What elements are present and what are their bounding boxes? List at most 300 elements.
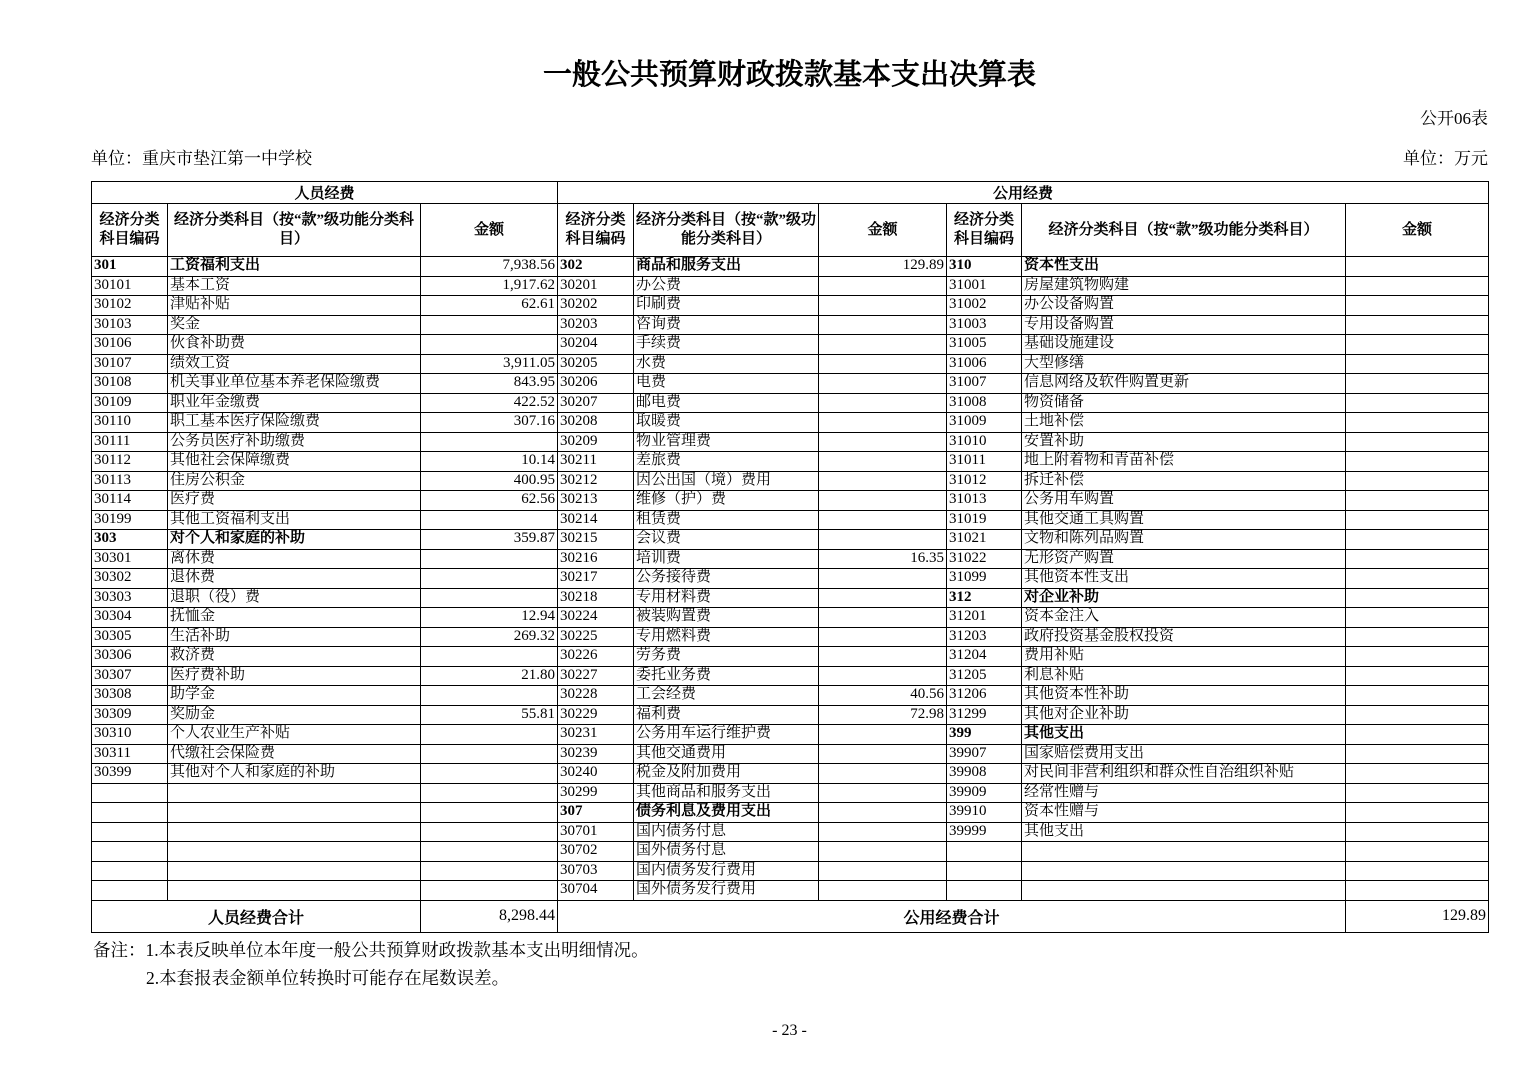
table-row xyxy=(92,296,1489,316)
code-cell: 31201 xyxy=(947,608,1022,628)
code-cell: 31008 xyxy=(947,393,1022,413)
code-cell: 301 xyxy=(92,257,168,277)
amount-cell xyxy=(1346,744,1489,764)
amount-cell xyxy=(819,510,947,530)
amount-cell xyxy=(421,549,558,569)
unit-name-label: 单位：重庆市垫江第一中学校 xyxy=(91,149,312,168)
amount-cell: 72.98 xyxy=(819,705,947,725)
amount-cell xyxy=(1346,335,1489,355)
amount-cell xyxy=(819,432,947,452)
subject-cell: 代缴社会保险费 xyxy=(168,744,421,764)
code-cell: 30308 xyxy=(92,686,168,706)
group-header-personnel: 人员经费 xyxy=(92,182,558,204)
code-cell: 30229 xyxy=(558,705,634,725)
amount-cell xyxy=(1346,588,1489,608)
subject-cell: 对民间非营利组织和群众性自治组织补贴 xyxy=(1022,764,1346,784)
subject-cell: 专用燃料费 xyxy=(634,627,819,647)
subject-cell: 安置补助 xyxy=(1022,432,1346,452)
amount-cell xyxy=(421,803,558,823)
subject-cell: 取暖费 xyxy=(634,413,819,433)
code-cell: 31010 xyxy=(947,432,1022,452)
subject-cell: 水费 xyxy=(634,354,819,374)
code-cell: 30212 xyxy=(558,471,634,491)
amount-cell xyxy=(1346,296,1489,316)
code-cell: 39999 xyxy=(947,822,1022,842)
code-cell: 39909 xyxy=(947,783,1022,803)
code-cell xyxy=(947,881,1022,901)
code-cell: 30112 xyxy=(92,452,168,472)
subject-cell: 土地补偿 xyxy=(1022,413,1346,433)
code-cell: 30208 xyxy=(558,413,634,433)
subject-cell: 公务接待费 xyxy=(634,569,819,589)
table-row xyxy=(92,803,1489,823)
code-cell: 30301 xyxy=(92,549,168,569)
subject-cell: 对企业补助 xyxy=(1022,588,1346,608)
subject-cell: 生活补助 xyxy=(168,627,421,647)
code-cell: 30106 xyxy=(92,335,168,355)
subject-cell: 印刷费 xyxy=(634,296,819,316)
code-cell: 30310 xyxy=(92,725,168,745)
code-cell: 303 xyxy=(92,530,168,550)
code-cell: 30704 xyxy=(558,881,634,901)
table-row xyxy=(92,764,1489,784)
code-cell: 31099 xyxy=(947,569,1022,589)
amount-cell: 55.81 xyxy=(421,705,558,725)
subject-cell: 物业管理费 xyxy=(634,432,819,452)
code-cell: 30311 xyxy=(92,744,168,764)
table-row xyxy=(92,315,1489,335)
subject-cell: 委托业务费 xyxy=(634,666,819,686)
subject-cell: 公务用车运行维护费 xyxy=(634,725,819,745)
code-cell: 31006 xyxy=(947,354,1022,374)
table-row xyxy=(92,257,1489,277)
amount-cell: 62.61 xyxy=(421,296,558,316)
subject-cell: 退休费 xyxy=(168,569,421,589)
amount-cell: 307.16 xyxy=(421,413,558,433)
code-cell: 30227 xyxy=(558,666,634,686)
table-row xyxy=(92,881,1489,901)
amount-cell xyxy=(421,510,558,530)
code-cell: 31206 xyxy=(947,686,1022,706)
code-cell xyxy=(92,803,168,823)
subject-cell: 住房公积金 xyxy=(168,471,421,491)
code-cell: 30305 xyxy=(92,627,168,647)
public-total-label: 公用经费合计 xyxy=(558,900,1346,932)
amount-cell xyxy=(819,471,947,491)
amount-cell xyxy=(1346,569,1489,589)
subject-cell: 资本性赠与 xyxy=(1022,803,1346,823)
amount-cell xyxy=(421,432,558,452)
amount-cell xyxy=(819,744,947,764)
amount-cell xyxy=(1346,432,1489,452)
table-row xyxy=(92,354,1489,374)
amount-cell: 400.95 xyxy=(421,471,558,491)
subject-cell: 工资福利支出 xyxy=(168,257,421,277)
subject-cell: 费用补贴 xyxy=(1022,647,1346,667)
table-row xyxy=(92,276,1489,296)
subject-cell xyxy=(168,881,421,901)
code-cell: 30307 xyxy=(92,666,168,686)
table-row xyxy=(92,842,1489,862)
subject-cell: 其他对个人和家庭的补助 xyxy=(168,764,421,784)
code-cell: 30213 xyxy=(558,491,634,511)
amount-cell xyxy=(421,783,558,803)
code-cell: 30110 xyxy=(92,413,168,433)
amount-cell xyxy=(421,764,558,784)
subject-cell: 资本性支出 xyxy=(1022,257,1346,277)
subject-cell: 机关事业单位基本养老保险缴费 xyxy=(168,374,421,394)
amount-cell xyxy=(819,842,947,862)
code-cell: 30206 xyxy=(558,374,634,394)
code-cell: 31205 xyxy=(947,666,1022,686)
subject-cell: 奖金 xyxy=(168,315,421,335)
amount-cell xyxy=(819,569,947,589)
amount-cell: 40.56 xyxy=(819,686,947,706)
code-cell: 30209 xyxy=(558,432,634,452)
code-cell: 312 xyxy=(947,588,1022,608)
note-text-2: 2.本套报表金额单位转换时可能存在尾数误差。 xyxy=(146,968,510,988)
code-cell: 30113 xyxy=(92,471,168,491)
amount-cell xyxy=(1346,549,1489,569)
page-number: - 23 - xyxy=(772,1022,807,1039)
code-cell: 310 xyxy=(947,257,1022,277)
amount-cell xyxy=(1346,608,1489,628)
subject-cell: 拆迁补偿 xyxy=(1022,471,1346,491)
code-cell: 31003 xyxy=(947,315,1022,335)
code-cell: 30111 xyxy=(92,432,168,452)
subject-cell: 国内债务发行费用 xyxy=(634,861,819,881)
table-row xyxy=(92,744,1489,764)
subject-cell: 资本金注入 xyxy=(1022,608,1346,628)
subject-cell xyxy=(168,783,421,803)
subject-cell: 其他支出 xyxy=(1022,822,1346,842)
subject-cell: 国外债务付息 xyxy=(634,842,819,862)
amount-cell: 422.52 xyxy=(421,393,558,413)
amount-cell xyxy=(819,647,947,667)
code-cell: 30216 xyxy=(558,549,634,569)
code-cell: 31001 xyxy=(947,276,1022,296)
amount-cell: 269.32 xyxy=(421,627,558,647)
subject-cell: 国内债务付息 xyxy=(634,822,819,842)
code-cell: 399 xyxy=(947,725,1022,745)
note-line-1 xyxy=(93,936,649,964)
code-cell: 31204 xyxy=(947,647,1022,667)
amount-cell xyxy=(1346,861,1489,881)
amount-cell: 10.14 xyxy=(421,452,558,472)
code-cell xyxy=(92,842,168,862)
amount-cell: 359.87 xyxy=(421,530,558,550)
code-cell: 30199 xyxy=(92,510,168,530)
code-cell: 30240 xyxy=(558,764,634,784)
amount-cell xyxy=(421,647,558,667)
table-row xyxy=(92,666,1489,686)
subject-cell: 救济费 xyxy=(168,647,421,667)
subject-cell: 其他资本性支出 xyxy=(1022,569,1346,589)
subject-cell xyxy=(1022,861,1346,881)
col-header-subject-1: 经济分类科目（按“款”级功能分类科目） xyxy=(168,204,421,257)
amount-cell: 21.80 xyxy=(421,666,558,686)
subject-cell: 其他支出 xyxy=(1022,725,1346,745)
col-header-code-2: 经济分类科目编码 xyxy=(558,204,634,257)
page-title: 一般公共预算财政拨款基本支出决算表 xyxy=(542,59,1036,91)
code-cell: 31009 xyxy=(947,413,1022,433)
code-cell: 30218 xyxy=(558,588,634,608)
table-row xyxy=(92,705,1489,725)
code-cell: 30107 xyxy=(92,354,168,374)
code-cell: 30202 xyxy=(558,296,634,316)
code-cell: 30226 xyxy=(558,647,634,667)
subject-cell: 办公设备购置 xyxy=(1022,296,1346,316)
amount-cell xyxy=(819,783,947,803)
code-cell: 30304 xyxy=(92,608,168,628)
code-cell: 31007 xyxy=(947,374,1022,394)
amount-cell xyxy=(819,315,947,335)
subject-cell: 大型修缮 xyxy=(1022,354,1346,374)
subject-cell: 债务利息及费用支出 xyxy=(634,803,819,823)
code-cell: 302 xyxy=(558,257,634,277)
table-row xyxy=(92,452,1489,472)
subject-cell: 劳务费 xyxy=(634,647,819,667)
amount-cell xyxy=(1346,530,1489,550)
subject-cell: 福利费 xyxy=(634,705,819,725)
table-row xyxy=(92,549,1489,569)
subject-cell: 无形资产购置 xyxy=(1022,549,1346,569)
col-header-code-1: 经济分类科目编码 xyxy=(92,204,168,257)
code-cell: 30231 xyxy=(558,725,634,745)
table-row xyxy=(92,413,1489,433)
amount-cell xyxy=(819,393,947,413)
subject-cell: 基本工资 xyxy=(168,276,421,296)
amount-cell: 16.35 xyxy=(819,549,947,569)
code-cell: 30702 xyxy=(558,842,634,862)
note-line-2 xyxy=(93,964,649,992)
subject-cell: 国家赔偿费用支出 xyxy=(1022,744,1346,764)
amount-cell xyxy=(1346,881,1489,901)
amount-cell xyxy=(819,276,947,296)
table-row xyxy=(92,510,1489,530)
subject-cell: 文物和陈列品购置 xyxy=(1022,530,1346,550)
subject-cell: 经常性赠与 xyxy=(1022,783,1346,803)
amount-cell xyxy=(819,725,947,745)
amount-cell xyxy=(819,335,947,355)
amount-cell xyxy=(819,861,947,881)
table-row xyxy=(92,608,1489,628)
notes-label: 备注： xyxy=(93,940,146,960)
code-cell: 30299 xyxy=(558,783,634,803)
code-cell: 31002 xyxy=(947,296,1022,316)
code-cell xyxy=(92,881,168,901)
subject-cell: 其他交通工具购置 xyxy=(1022,510,1346,530)
subject-cell: 职业年金缴费 xyxy=(168,393,421,413)
subject-cell: 其他商品和服务支出 xyxy=(634,783,819,803)
amount-cell xyxy=(1346,705,1489,725)
amount-cell xyxy=(1346,822,1489,842)
code-cell: 30701 xyxy=(558,822,634,842)
amount-cell: 843.95 xyxy=(421,374,558,394)
code-cell: 39908 xyxy=(947,764,1022,784)
amount-cell xyxy=(1346,354,1489,374)
subject-cell: 国外债务发行费用 xyxy=(634,881,819,901)
amount-cell xyxy=(1346,647,1489,667)
code-cell: 30214 xyxy=(558,510,634,530)
code-cell: 30108 xyxy=(92,374,168,394)
code-cell: 30204 xyxy=(558,335,634,355)
col-header-amount-2: 金额 xyxy=(819,204,947,257)
code-cell: 30102 xyxy=(92,296,168,316)
amount-cell xyxy=(421,588,558,608)
col-header-amount-1: 金额 xyxy=(421,204,558,257)
code-cell: 30103 xyxy=(92,315,168,335)
group-header-row xyxy=(92,182,1489,204)
subject-cell: 政府投资基金股权投资 xyxy=(1022,627,1346,647)
amount-cell xyxy=(421,822,558,842)
subject-cell: 商品和服务支出 xyxy=(634,257,819,277)
unit-row xyxy=(91,144,1488,169)
amount-cell xyxy=(1346,627,1489,647)
col-header-subject-2: 经济分类科目（按“款”级功能分类科目） xyxy=(634,204,819,257)
code-cell: 30203 xyxy=(558,315,634,335)
subject-cell: 抚恤金 xyxy=(168,608,421,628)
subject-cell: 地上附着物和青苗补偿 xyxy=(1022,452,1346,472)
amount-cell: 12.94 xyxy=(421,608,558,628)
amount-cell xyxy=(421,842,558,862)
code-cell: 31203 xyxy=(947,627,1022,647)
subject-cell: 专用设备购置 xyxy=(1022,315,1346,335)
code-cell xyxy=(947,842,1022,862)
subject-cell: 信息网络及软件购置更新 xyxy=(1022,374,1346,394)
group-header-public: 公用经费 xyxy=(558,182,1489,204)
subject-cell: 基础设施建设 xyxy=(1022,335,1346,355)
code-cell: 31011 xyxy=(947,452,1022,472)
amount-cell xyxy=(819,354,947,374)
amount-cell xyxy=(819,764,947,784)
expenditure-table xyxy=(91,181,1489,933)
amount-cell xyxy=(819,822,947,842)
amount-cell xyxy=(819,881,947,901)
code-cell: 31012 xyxy=(947,471,1022,491)
amount-cell xyxy=(421,569,558,589)
code-cell: 30205 xyxy=(558,354,634,374)
amount-cell xyxy=(1346,725,1489,745)
subject-cell: 邮电费 xyxy=(634,393,819,413)
amount-cell xyxy=(1346,276,1489,296)
amount-cell xyxy=(421,881,558,901)
code-cell: 30114 xyxy=(92,491,168,511)
code-cell: 31299 xyxy=(947,705,1022,725)
amount-cell xyxy=(819,608,947,628)
code-cell: 31013 xyxy=(947,491,1022,511)
amount-cell: 1,917.62 xyxy=(421,276,558,296)
code-cell: 39907 xyxy=(947,744,1022,764)
amount-cell xyxy=(819,296,947,316)
code-cell: 307 xyxy=(558,803,634,823)
code-cell: 30309 xyxy=(92,705,168,725)
subject-cell: 伙食补助费 xyxy=(168,335,421,355)
code-cell: 30207 xyxy=(558,393,634,413)
subject-cell: 津贴补贴 xyxy=(168,296,421,316)
code-cell: 30217 xyxy=(558,569,634,589)
subject-cell: 其他工资福利支出 xyxy=(168,510,421,530)
amount-cell: 7,938.56 xyxy=(421,257,558,277)
amount-cell xyxy=(1346,257,1489,277)
subject-cell xyxy=(1022,881,1346,901)
table-row xyxy=(92,335,1489,355)
subject-cell: 医疗费补助 xyxy=(168,666,421,686)
amount-cell xyxy=(1346,374,1489,394)
subject-cell: 公务员医疗补助缴费 xyxy=(168,432,421,452)
subject-cell xyxy=(168,861,421,881)
code-cell: 31005 xyxy=(947,335,1022,355)
amount-cell: 129.89 xyxy=(819,257,947,277)
subject-cell: 奖励金 xyxy=(168,705,421,725)
subject-cell: 专用材料费 xyxy=(634,588,819,608)
table-row xyxy=(92,725,1489,745)
note-text-1: 1.本表反映单位本年度一般公共预算财政拨款基本支出明细情况。 xyxy=(145,940,649,960)
subject-cell xyxy=(168,842,421,862)
amount-cell: 3,911.05 xyxy=(421,354,558,374)
amount-cell xyxy=(1346,315,1489,335)
code-cell: 30703 xyxy=(558,861,634,881)
code-cell: 31019 xyxy=(947,510,1022,530)
amount-cell xyxy=(421,744,558,764)
totals-row xyxy=(92,900,1489,932)
subject-cell: 维修（护）费 xyxy=(634,491,819,511)
amount-cell xyxy=(819,374,947,394)
personnel-total-amount: 8,298.44 xyxy=(421,900,558,932)
subject-cell: 其他交通费用 xyxy=(634,744,819,764)
subject-cell: 医疗费 xyxy=(168,491,421,511)
subject-cell: 手续费 xyxy=(634,335,819,355)
table-row xyxy=(92,588,1489,608)
subject-cell: 差旅费 xyxy=(634,452,819,472)
amount-cell xyxy=(421,725,558,745)
subject-cell: 助学金 xyxy=(168,686,421,706)
subject-cell: 培训费 xyxy=(634,549,819,569)
amount-cell: 62.56 xyxy=(421,491,558,511)
code-cell: 30399 xyxy=(92,764,168,784)
table-body xyxy=(92,257,1489,901)
subject-cell: 咨询费 xyxy=(634,315,819,335)
subject-cell: 物资储备 xyxy=(1022,393,1346,413)
public-total-amount: 129.89 xyxy=(1346,900,1489,932)
amount-cell xyxy=(819,413,947,433)
amount-cell xyxy=(1346,452,1489,472)
subject-cell: 退职（役）费 xyxy=(168,588,421,608)
subject-cell: 会议费 xyxy=(634,530,819,550)
code-cell: 30228 xyxy=(558,686,634,706)
code-cell: 30303 xyxy=(92,588,168,608)
subject-cell: 工会经费 xyxy=(634,686,819,706)
table-row xyxy=(92,647,1489,667)
subject-cell: 因公出国（境）费用 xyxy=(634,471,819,491)
code-cell: 30215 xyxy=(558,530,634,550)
amount-cell xyxy=(1346,686,1489,706)
subject-cell: 办公费 xyxy=(634,276,819,296)
code-cell xyxy=(947,861,1022,881)
subject-cell: 职工基本医疗保险缴费 xyxy=(168,413,421,433)
subject-cell: 其他资本性补助 xyxy=(1022,686,1346,706)
amount-cell xyxy=(819,588,947,608)
subject-cell: 其他社会保障缴费 xyxy=(168,452,421,472)
subject-cell: 离休费 xyxy=(168,549,421,569)
code-cell: 30225 xyxy=(558,627,634,647)
amount-cell xyxy=(1346,764,1489,784)
col-header-subject-3: 经济分类科目（按“款”级功能分类科目） xyxy=(1022,204,1346,257)
table-row xyxy=(92,686,1489,706)
amount-cell xyxy=(819,627,947,647)
amount-cell xyxy=(421,315,558,335)
subject-cell: 房屋建筑物购建 xyxy=(1022,276,1346,296)
